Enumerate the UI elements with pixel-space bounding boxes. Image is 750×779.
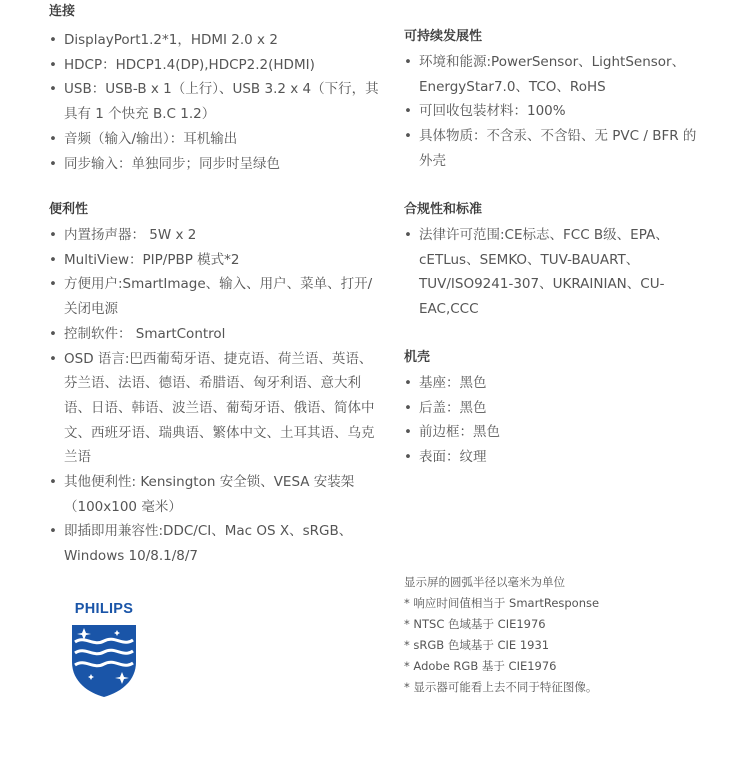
footnotes-title: 显示屏的圆弧半径以毫米为单位 (404, 575, 565, 589)
philips-logo (67, 600, 141, 698)
bullet-icon: • (49, 325, 57, 342)
convenience-section (49, 200, 379, 569)
list-item: • HDCP：HDCP1.4(DP),HDCP2.2(HDMI) (49, 53, 379, 78)
bullet-icon: • (404, 128, 412, 145)
bullet-icon: • (404, 375, 412, 391)
bullet-icon: • (404, 399, 412, 416)
bullet-icon: • (49, 56, 57, 73)
list-item: • 后盖：黑色 (404, 396, 704, 421)
connectivity-section (49, 2, 379, 176)
bullet-icon: • (404, 449, 412, 466)
list-item: • 表面：纹理 (404, 445, 704, 470)
footnotes (404, 572, 734, 698)
list-item: • 控制软件： SmartControl (49, 322, 379, 347)
compliance-title: 合规性和标准 (404, 202, 483, 217)
bullet-icon: • (49, 32, 57, 48)
footnote-item: * Adobe RGB 基于 CIE1976 (404, 659, 557, 673)
sustainability-title: 可持续发展性 (404, 29, 483, 44)
bullet-icon: • (404, 227, 412, 243)
sustainability-section (404, 27, 704, 174)
compliance-list (404, 223, 704, 322)
sustainability-list (404, 50, 704, 174)
convenience-title: 便利性 (49, 202, 89, 217)
bullet-icon: • (49, 350, 57, 367)
list-item: • OSD 语言:巴西葡萄牙语、捷克语、荷兰语、英语、芬兰语、法语、德语、希腊语、匈牙利语、意大利语、日语、韩语、波兰语、葡萄牙语、俄语、简体中文、西班牙语、瑞典语、繁体中文、土耳其语、乌克兰语 (49, 347, 379, 471)
footnote-item: * 响应时间值相当于 SmartResponse (404, 596, 600, 610)
convenience-list (49, 223, 379, 569)
list-item: • 前边框：黑色 (404, 420, 704, 445)
list-item: • 可回收包装材料：100% (404, 99, 704, 124)
bullet-icon: • (49, 81, 57, 98)
list-item: • 基座：黑色 (404, 371, 704, 396)
cabinet-list (404, 371, 704, 470)
list-item: • 同步输入：单独同步；同步时呈绿色 (49, 152, 379, 177)
logo-wordmark: PHILIPS (74, 601, 134, 617)
connectivity-title: 连接 (49, 4, 76, 19)
list-item: • DisplayPort1.2*1，HDMI 2.0 x 2 (49, 28, 379, 53)
footnote-item: * NTSC 色域基于 CIE1976 (404, 617, 546, 631)
bullet-icon: • (49, 474, 57, 491)
cabinet-title: 机壳 (404, 350, 431, 365)
list-item: • 即插即用兼容性:DDC/CI、Mac OS X、sRGB、Windows 10/8.1/8/7 (49, 519, 379, 568)
compliance-section (404, 200, 704, 322)
bullet-icon: • (49, 276, 57, 293)
list-item: • 法律许可范围:CE标志、FCC B级、EPA、cETLus、SEMKO、TUV-BAUART、TUV/ISO9241-307、UKRAINIAN、CU-EAC,CCC (404, 223, 704, 322)
list-item: • USB：USB-B x 1（上行）、USB 3.2 x 4（下行，其具有 1 个快充 B.C 1.2） (49, 77, 379, 126)
bullet-icon: • (404, 103, 412, 120)
list-item: • 环境和能源:PowerSensor、LightSensor、EnergyStar7.0、TCO、RoHS (404, 50, 704, 99)
bullet-icon: • (49, 251, 57, 268)
connectivity-list (49, 28, 379, 176)
footnotes-list (404, 593, 734, 698)
cabinet-section (404, 348, 704, 470)
list-item: • 内置扬声器： 5W x 2 (49, 223, 379, 248)
bullet-icon: • (49, 130, 57, 147)
bullet-icon: • (404, 54, 412, 70)
footnote-item: * sRGB 色域基于 CIE 1931 (404, 638, 550, 652)
list-item: • 音频（输入/输出）：耳机输出 (49, 127, 379, 152)
list-item: • 其他便利性: Kensington 安全锁、VESA 安装架（100x100 毫米） (49, 470, 379, 519)
bullet-icon: • (49, 227, 57, 243)
list-item: • MultiView：PIP/PBP 模式*2 (49, 248, 379, 273)
footnote-item: * 显示器可能看上去不同于特征图像。 (404, 680, 598, 694)
philips-shield-icon (69, 622, 139, 698)
bullet-icon: • (404, 424, 412, 441)
bullet-icon: • (49, 523, 57, 540)
bullet-icon: • (49, 155, 57, 172)
list-item: • 具体物质：不含汞、不含铅、无 PVC / BFR 的外壳 (404, 124, 704, 173)
list-item: • 方便用户:SmartImage、输入、用户、菜单、打开/关闭电源 (49, 272, 379, 321)
